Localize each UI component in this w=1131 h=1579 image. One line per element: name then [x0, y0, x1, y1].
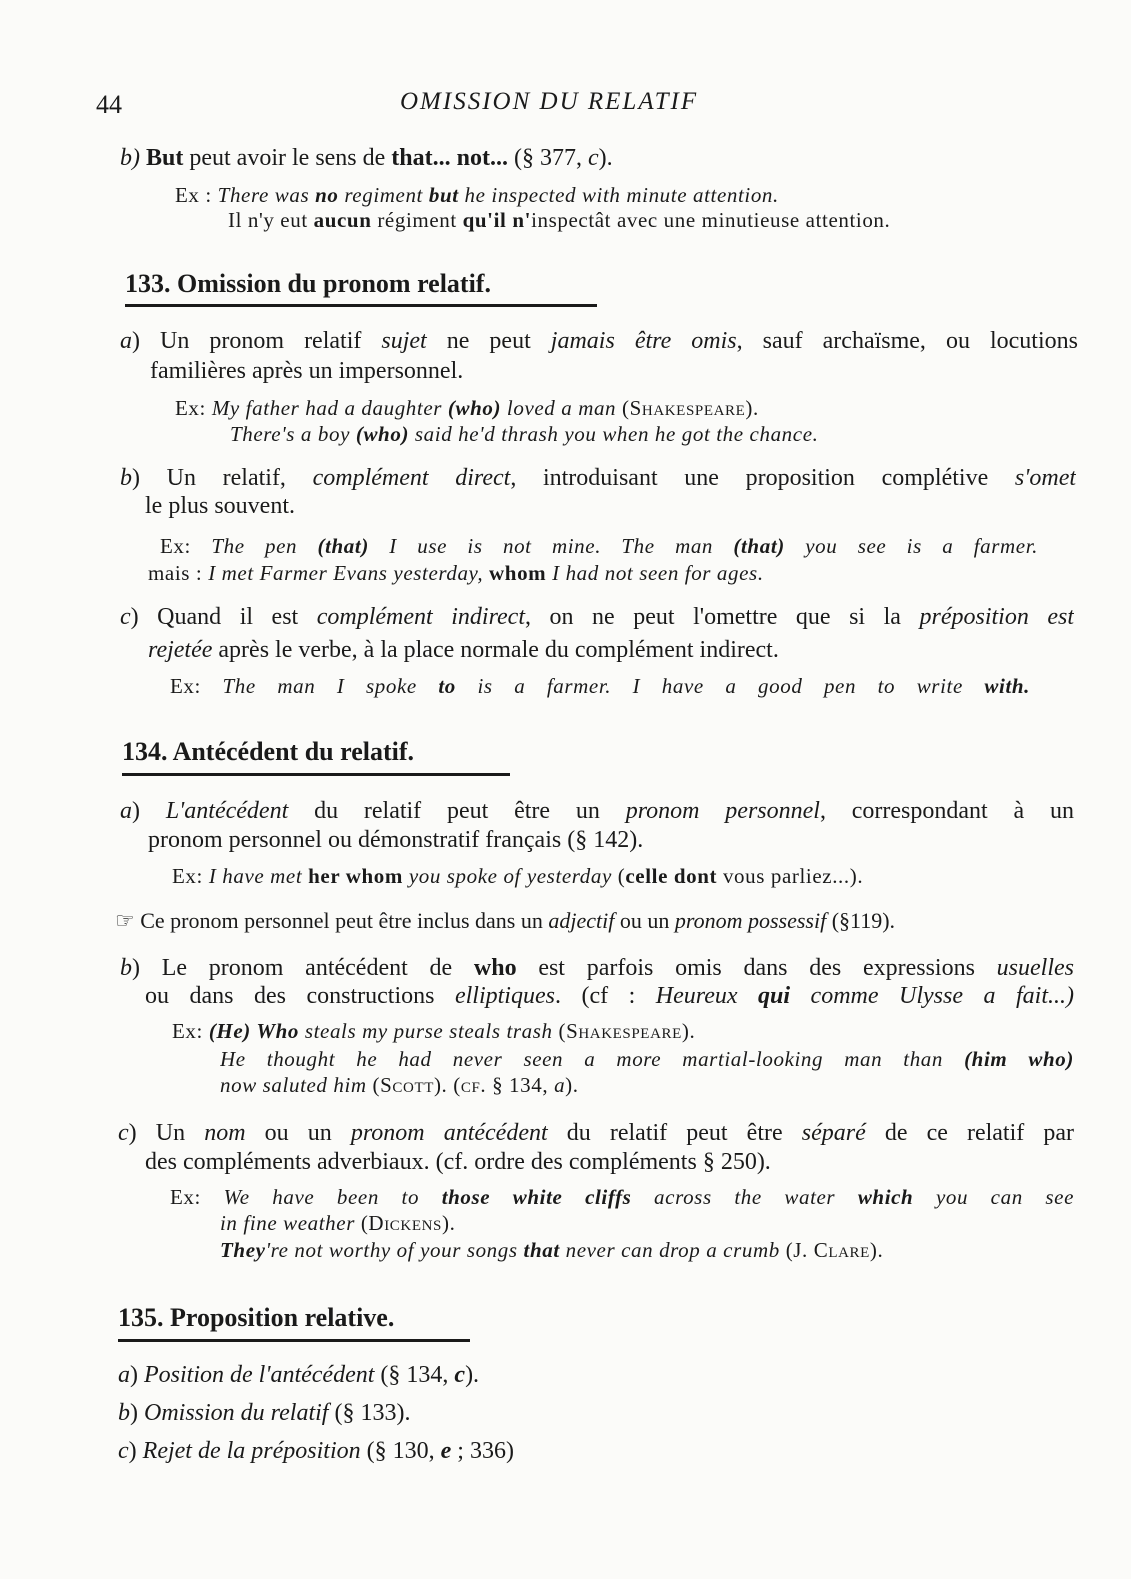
text-run: c	[454, 1362, 466, 1388]
text-run: I met Farmer Evans yesterday,	[208, 561, 490, 585]
text-run: e	[440, 1438, 452, 1464]
text-run: usuelles	[996, 955, 1074, 981]
text-run: vous parliez...).	[717, 864, 864, 888]
text-run: those white cliffs	[441, 1185, 632, 1209]
text-run: (who)	[447, 396, 502, 420]
text-run: I had not seen for ages.	[546, 561, 764, 585]
text-run: L'antécédent	[165, 798, 289, 824]
text-run: ) Quand il est	[130, 604, 317, 630]
text-run: you can see	[913, 1185, 1074, 1209]
text-run: )	[128, 1438, 143, 1464]
text-run: ; 336)	[451, 1438, 514, 1464]
text-run: s'omet	[1014, 465, 1076, 491]
example-line	[230, 419, 818, 449]
text-run: 133. Omission du pronom relatif.	[125, 269, 491, 298]
section-heading-134	[122, 737, 414, 767]
list-item	[118, 1436, 514, 1466]
text-run: . (cf :	[554, 983, 656, 1009]
text-run: Ex:	[172, 1019, 209, 1043]
rule-b-text	[145, 981, 1074, 1011]
text-run: who	[473, 955, 517, 981]
text-run: (He) Who	[208, 1019, 299, 1043]
text-run: I use is not mine. The man	[368, 534, 734, 558]
rule-a-text	[120, 326, 1078, 356]
text-run: , introduisant une proposition complétive	[510, 465, 1015, 491]
text-run: never can drop a crumb	[559, 1238, 786, 1262]
text-run: elliptiques	[454, 983, 555, 1009]
text-run: )	[132, 798, 166, 824]
text-run: that	[523, 1238, 560, 1262]
heading-underline	[122, 773, 510, 776]
text-run: loved a man	[501, 396, 623, 420]
text-run: ).	[598, 145, 613, 171]
text-run: a	[118, 1362, 130, 1388]
text-run: b)	[120, 145, 146, 171]
text-run: b	[118, 1400, 130, 1426]
text-run: ou un	[245, 1120, 351, 1146]
example-line	[172, 1016, 695, 1046]
text-run: (§ 133).	[328, 1400, 411, 1426]
example-line	[220, 1208, 455, 1238]
text-run: her whom	[308, 864, 403, 888]
text-run: pronom personnel ou démonstratif français (§ 142).	[148, 827, 644, 853]
text-run: I have met	[208, 864, 309, 888]
text-run: that... not...	[391, 145, 508, 171]
rule-c-text	[148, 635, 779, 665]
text-run: Ex :	[175, 183, 218, 207]
text-run: ).	[465, 1362, 480, 1388]
text-run: 135. Proposition relative.	[118, 1303, 395, 1332]
text-run: peut avoir le sens de	[183, 145, 392, 171]
text-run: in fine weather	[220, 1211, 361, 1235]
text-run: familières après un impersonnel.	[150, 358, 464, 384]
example-line	[160, 531, 1038, 561]
text-run: qui	[758, 983, 791, 1009]
text-run: (Shakespeare).	[622, 396, 759, 420]
list-item	[118, 1360, 479, 1390]
text-run: (§ 377,	[507, 145, 588, 171]
text-run: (§ 134,	[374, 1362, 455, 1388]
rule-a-text	[120, 796, 1074, 826]
text-run: du relatif peut être	[547, 1120, 802, 1146]
text-run: , on ne peut l'omettre que si la	[525, 604, 920, 630]
rule-c-text	[118, 1118, 1074, 1148]
text-run: The pen	[211, 534, 318, 558]
text-run: But	[146, 145, 184, 171]
text-run: said he'd thrash you when he got the chance.	[409, 422, 819, 446]
text-run: (that)	[733, 534, 785, 558]
text-run: My father had a daughter	[211, 396, 448, 420]
text-run: Ex:	[172, 864, 209, 888]
example-line	[148, 558, 764, 588]
text-run: )	[130, 1362, 144, 1388]
text-run: Ex:	[170, 1185, 224, 1209]
text-run: Rejet de la préposition	[142, 1438, 361, 1464]
example-line	[220, 1070, 579, 1100]
text-run: b	[120, 465, 132, 491]
text-run: b	[120, 955, 132, 981]
text-run: préposition est	[919, 604, 1074, 630]
text-run: is a farmer. I have a good pen to write	[455, 674, 985, 698]
rule-c-text	[120, 602, 1074, 632]
text-run: across the water	[631, 1185, 858, 1209]
section-heading-135	[118, 1303, 394, 1333]
page-number: 44	[96, 90, 122, 119]
text-run: séparé	[801, 1120, 866, 1146]
text-run: you see is a farmer.	[784, 534, 1038, 558]
text-run: (§119).	[826, 908, 896, 933]
text-run: )	[130, 1400, 144, 1426]
text-run: des compléments adverbiaux. (cf. ordre des compléments § 250).	[145, 1149, 771, 1175]
text-run: The man I spoke	[222, 674, 439, 698]
text-run: ) Le pronom antécédent de	[132, 955, 474, 981]
text-run: c	[587, 145, 599, 171]
text-run: n'	[512, 208, 532, 232]
text-run: ou dans des constructions	[145, 983, 455, 1009]
rule-c-text	[145, 1147, 771, 1177]
text-run: de ce relatif par	[865, 1120, 1074, 1146]
text-run: le plus souvent.	[145, 493, 295, 519]
text-run: ou un	[614, 908, 675, 933]
text-run: ) Un relatif,	[132, 465, 313, 491]
text-run: nom	[204, 1120, 246, 1146]
text-run: We have been to	[223, 1185, 442, 1209]
text-run: (that)	[317, 534, 369, 558]
text-run: he inspected with minute attention.	[458, 183, 779, 207]
example-line	[220, 1235, 883, 1265]
text-run: (Shakespeare).	[558, 1019, 696, 1043]
text-run: (him who)	[964, 1047, 1074, 1071]
text-run: c	[118, 1120, 129, 1146]
text-run: a	[120, 328, 132, 354]
text-run: pronom personnel	[625, 798, 820, 824]
heading-underline	[118, 1339, 470, 1342]
note-line	[115, 906, 895, 936]
text-run: après le verbe, à la place normale du complément indirect.	[212, 637, 779, 663]
text-run: Heureux	[655, 983, 759, 1009]
text-run: celle dont	[625, 864, 718, 888]
rule-b-text	[120, 953, 1074, 983]
text-run: 134. Antécédent du relatif.	[122, 737, 414, 766]
text-run: rejetée	[148, 637, 213, 663]
example-line	[170, 671, 1030, 701]
text-run: There's a boy	[230, 422, 356, 446]
text-run: adjectif	[548, 908, 615, 933]
text-run: c	[120, 604, 131, 630]
text-run: pronom antécédent	[350, 1120, 548, 1146]
text-run: steals my purse steals trash	[298, 1019, 559, 1043]
text-run: They	[220, 1238, 266, 1262]
text-run: sujet	[381, 328, 427, 354]
rule-b-but	[120, 143, 613, 173]
text-run: (§ 130,	[360, 1438, 441, 1464]
text-run: Position de l'antécédent	[144, 1362, 375, 1388]
text-run: ).	[565, 1073, 579, 1097]
rule-b-text	[120, 463, 1076, 493]
text-run: c	[118, 1438, 129, 1464]
text-run: Ex:	[170, 674, 223, 698]
text-run: (J. Clare).	[785, 1238, 884, 1262]
text-run: you spoke of yesterday	[402, 864, 618, 888]
text-run: régiment	[371, 208, 463, 232]
text-run: (	[617, 864, 626, 888]
text-run: Omission du relatif	[144, 1400, 329, 1426]
heading-underline	[125, 304, 597, 307]
text-run: which	[857, 1185, 914, 1209]
text-run: but	[428, 183, 459, 207]
text-run: ) Un pronom relatif	[132, 328, 382, 354]
text-run: now saluted him	[220, 1073, 373, 1097]
rule-a-text	[148, 825, 643, 855]
text-run: ne peut	[426, 328, 551, 354]
rule-a-text	[150, 356, 463, 386]
text-run: qu'il	[462, 208, 507, 232]
text-run: 're not worthy of your songs	[265, 1238, 524, 1262]
text-run: He thought he had never seen a more martial-looking man than	[220, 1047, 965, 1071]
text-run: a	[554, 1073, 566, 1097]
text-run: There was	[217, 183, 316, 207]
text-run: (Scott). (cf. § 134,	[372, 1073, 555, 1097]
text-run: whom	[489, 561, 547, 585]
text-run: ☞ Ce pronom personnel peut être inclus dans un	[115, 908, 549, 933]
text-run: Il n'y eut	[228, 208, 314, 232]
text-run: complément indirect	[316, 604, 525, 630]
rule-b-text	[145, 491, 295, 521]
text-run: to	[438, 674, 456, 698]
text-run: aucun	[313, 208, 372, 232]
text-run: (who)	[355, 422, 410, 446]
text-run: est parfois omis dans des expressions	[516, 955, 997, 981]
text-run: complément direct	[312, 465, 511, 491]
text-run: Ex:	[175, 396, 212, 420]
text-run: regiment	[338, 183, 429, 207]
list-item	[118, 1398, 410, 1428]
text-run: inspectât avec une minutieuse attention.	[531, 208, 891, 232]
text-run: (Dickens).	[360, 1211, 456, 1235]
text-run: ) Un	[128, 1120, 205, 1146]
example-line	[228, 205, 890, 235]
text-run: no	[315, 183, 339, 207]
text-run: jamais être omis	[550, 328, 737, 354]
text-run: , sauf archaïsme, ou locutions	[736, 328, 1078, 354]
text-run: , correspondant à un	[819, 798, 1074, 824]
text-run: a	[120, 798, 132, 824]
text-run: pronom possessif	[674, 908, 827, 933]
text-run: with.	[984, 674, 1030, 698]
running-head: OMISSION DU RELATIF	[400, 88, 699, 115]
text-run: comme Ulysse a fait...)	[790, 983, 1074, 1009]
example-line	[172, 861, 863, 891]
text-run: du relatif peut être un	[288, 798, 626, 824]
section-heading-133	[125, 269, 491, 299]
text-run: mais :	[148, 561, 209, 585]
text-run: Ex:	[160, 534, 212, 558]
